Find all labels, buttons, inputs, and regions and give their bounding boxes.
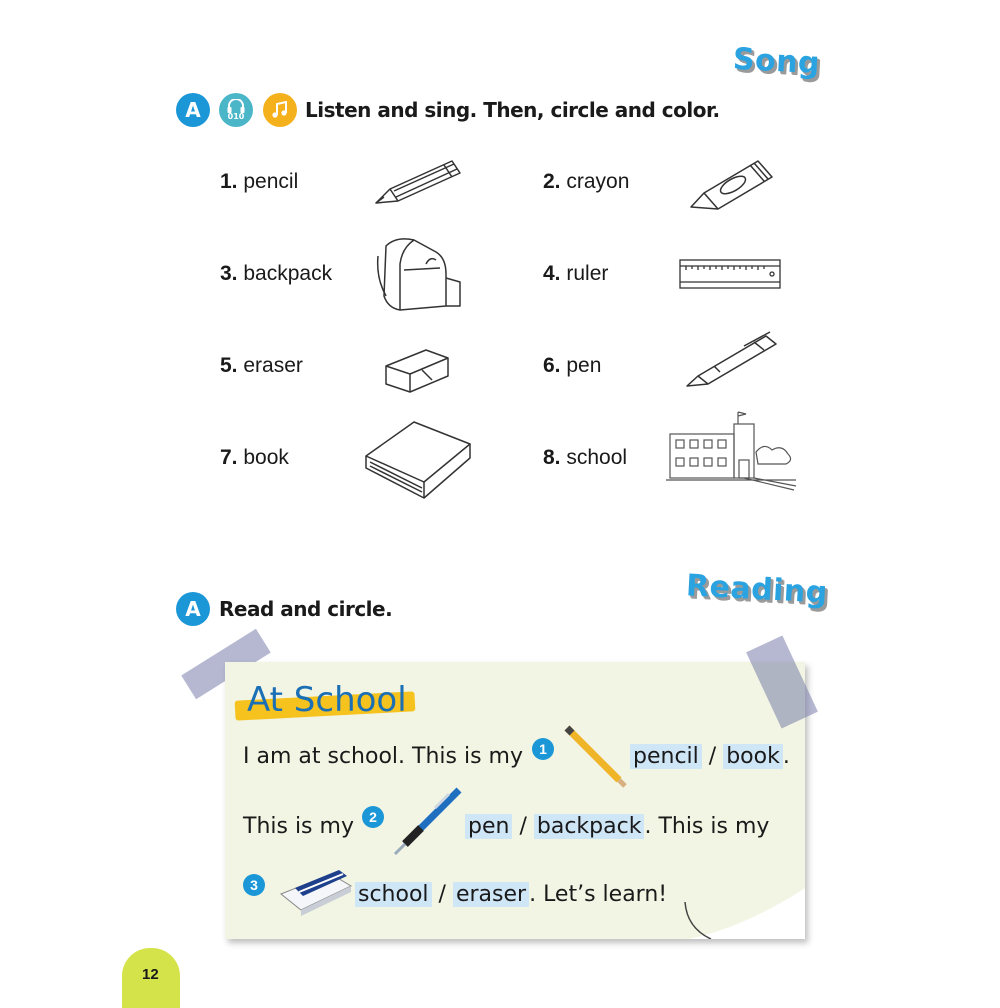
question-number-2: 2 (362, 806, 384, 828)
vocab-number: 2. (543, 170, 561, 193)
option-pencil[interactable]: pencil (630, 744, 702, 769)
song-section-tag: Song (732, 41, 821, 82)
story-text: I am at school. This is my (243, 744, 523, 769)
vocab-item-5 (220, 354, 303, 378)
option-school[interactable]: school (355, 882, 432, 907)
page-number: 12 (142, 966, 159, 983)
pencil-picture (563, 724, 629, 788)
vocab-word: backpack (243, 262, 333, 285)
ruler-icon[interactable] (678, 258, 782, 290)
vocab-word: crayon (566, 170, 630, 193)
vocab-word: eraser (243, 354, 303, 377)
vocab-word: ruler (566, 262, 609, 285)
book-icon[interactable] (362, 418, 472, 502)
blue-pen-picture (391, 786, 465, 856)
vocab-number: 1. (220, 170, 238, 193)
reading-section-tag: Reading (685, 568, 829, 611)
vocab-number: 6. (543, 354, 561, 377)
story-line-2 (243, 814, 354, 839)
vocab-word: book (243, 446, 289, 469)
story-text: This is my (243, 814, 354, 839)
headphones-glyph (226, 99, 246, 113)
vocab-item-6 (543, 354, 601, 378)
story-line-3 (355, 882, 667, 907)
reading-instruction: Read and circle. (219, 597, 393, 621)
song-instruction: Listen and sing. Then, circle and color. (305, 98, 720, 122)
story-text: . This is my (644, 814, 770, 839)
pencil-icon[interactable] (372, 155, 464, 207)
activity-badge: A (176, 93, 210, 127)
story-line-1 (243, 744, 523, 769)
vocab-word: pen (566, 354, 602, 377)
vocab-item-8 (543, 446, 627, 470)
question-number-3: 3 (243, 874, 265, 896)
activity-badge: A (176, 592, 210, 626)
option-eraser[interactable]: eraser (453, 882, 529, 907)
vocab-word: school (566, 446, 628, 469)
vocab-item-4 (543, 262, 608, 286)
school-icon[interactable] (664, 408, 798, 492)
audio-track-number: 010 (227, 112, 245, 121)
story-text: . Let’s learn! (529, 882, 668, 907)
vocab-item-2 (543, 170, 629, 194)
option-backpack[interactable]: backpack (534, 814, 645, 839)
option-separator: / (519, 814, 527, 839)
music-note-glyph (271, 101, 289, 119)
crayon-icon[interactable] (688, 153, 778, 211)
option-pen[interactable]: pen (465, 814, 512, 839)
vocab-number: 5. (220, 354, 238, 377)
vocab-item-7 (220, 446, 289, 470)
headphones-icon[interactable] (219, 93, 253, 127)
eraser-icon[interactable] (382, 344, 452, 396)
pen-icon[interactable] (684, 328, 782, 390)
vocab-number: 4. (543, 262, 561, 285)
eraser-picture (277, 868, 355, 916)
question-number-1: 1 (532, 738, 554, 760)
vocab-number: 3. (220, 262, 238, 285)
story-text: . (782, 744, 790, 769)
story-title: At School (247, 680, 407, 720)
vocab-item-3 (220, 262, 332, 286)
music-note-icon (263, 93, 297, 127)
vocab-number: 8. (543, 446, 561, 469)
story-options-2 (465, 814, 769, 839)
vocab-number: 7. (220, 446, 238, 469)
story-note-card (225, 662, 805, 939)
backpack-icon[interactable] (374, 234, 464, 314)
story-options-1 (630, 744, 790, 769)
vocab-word: pencil (243, 170, 299, 193)
vocab-item-1 (220, 170, 298, 194)
option-separator: / (708, 744, 717, 769)
option-separator: / (438, 882, 446, 907)
option-book[interactable]: book (723, 744, 783, 769)
page-curl (681, 888, 805, 939)
